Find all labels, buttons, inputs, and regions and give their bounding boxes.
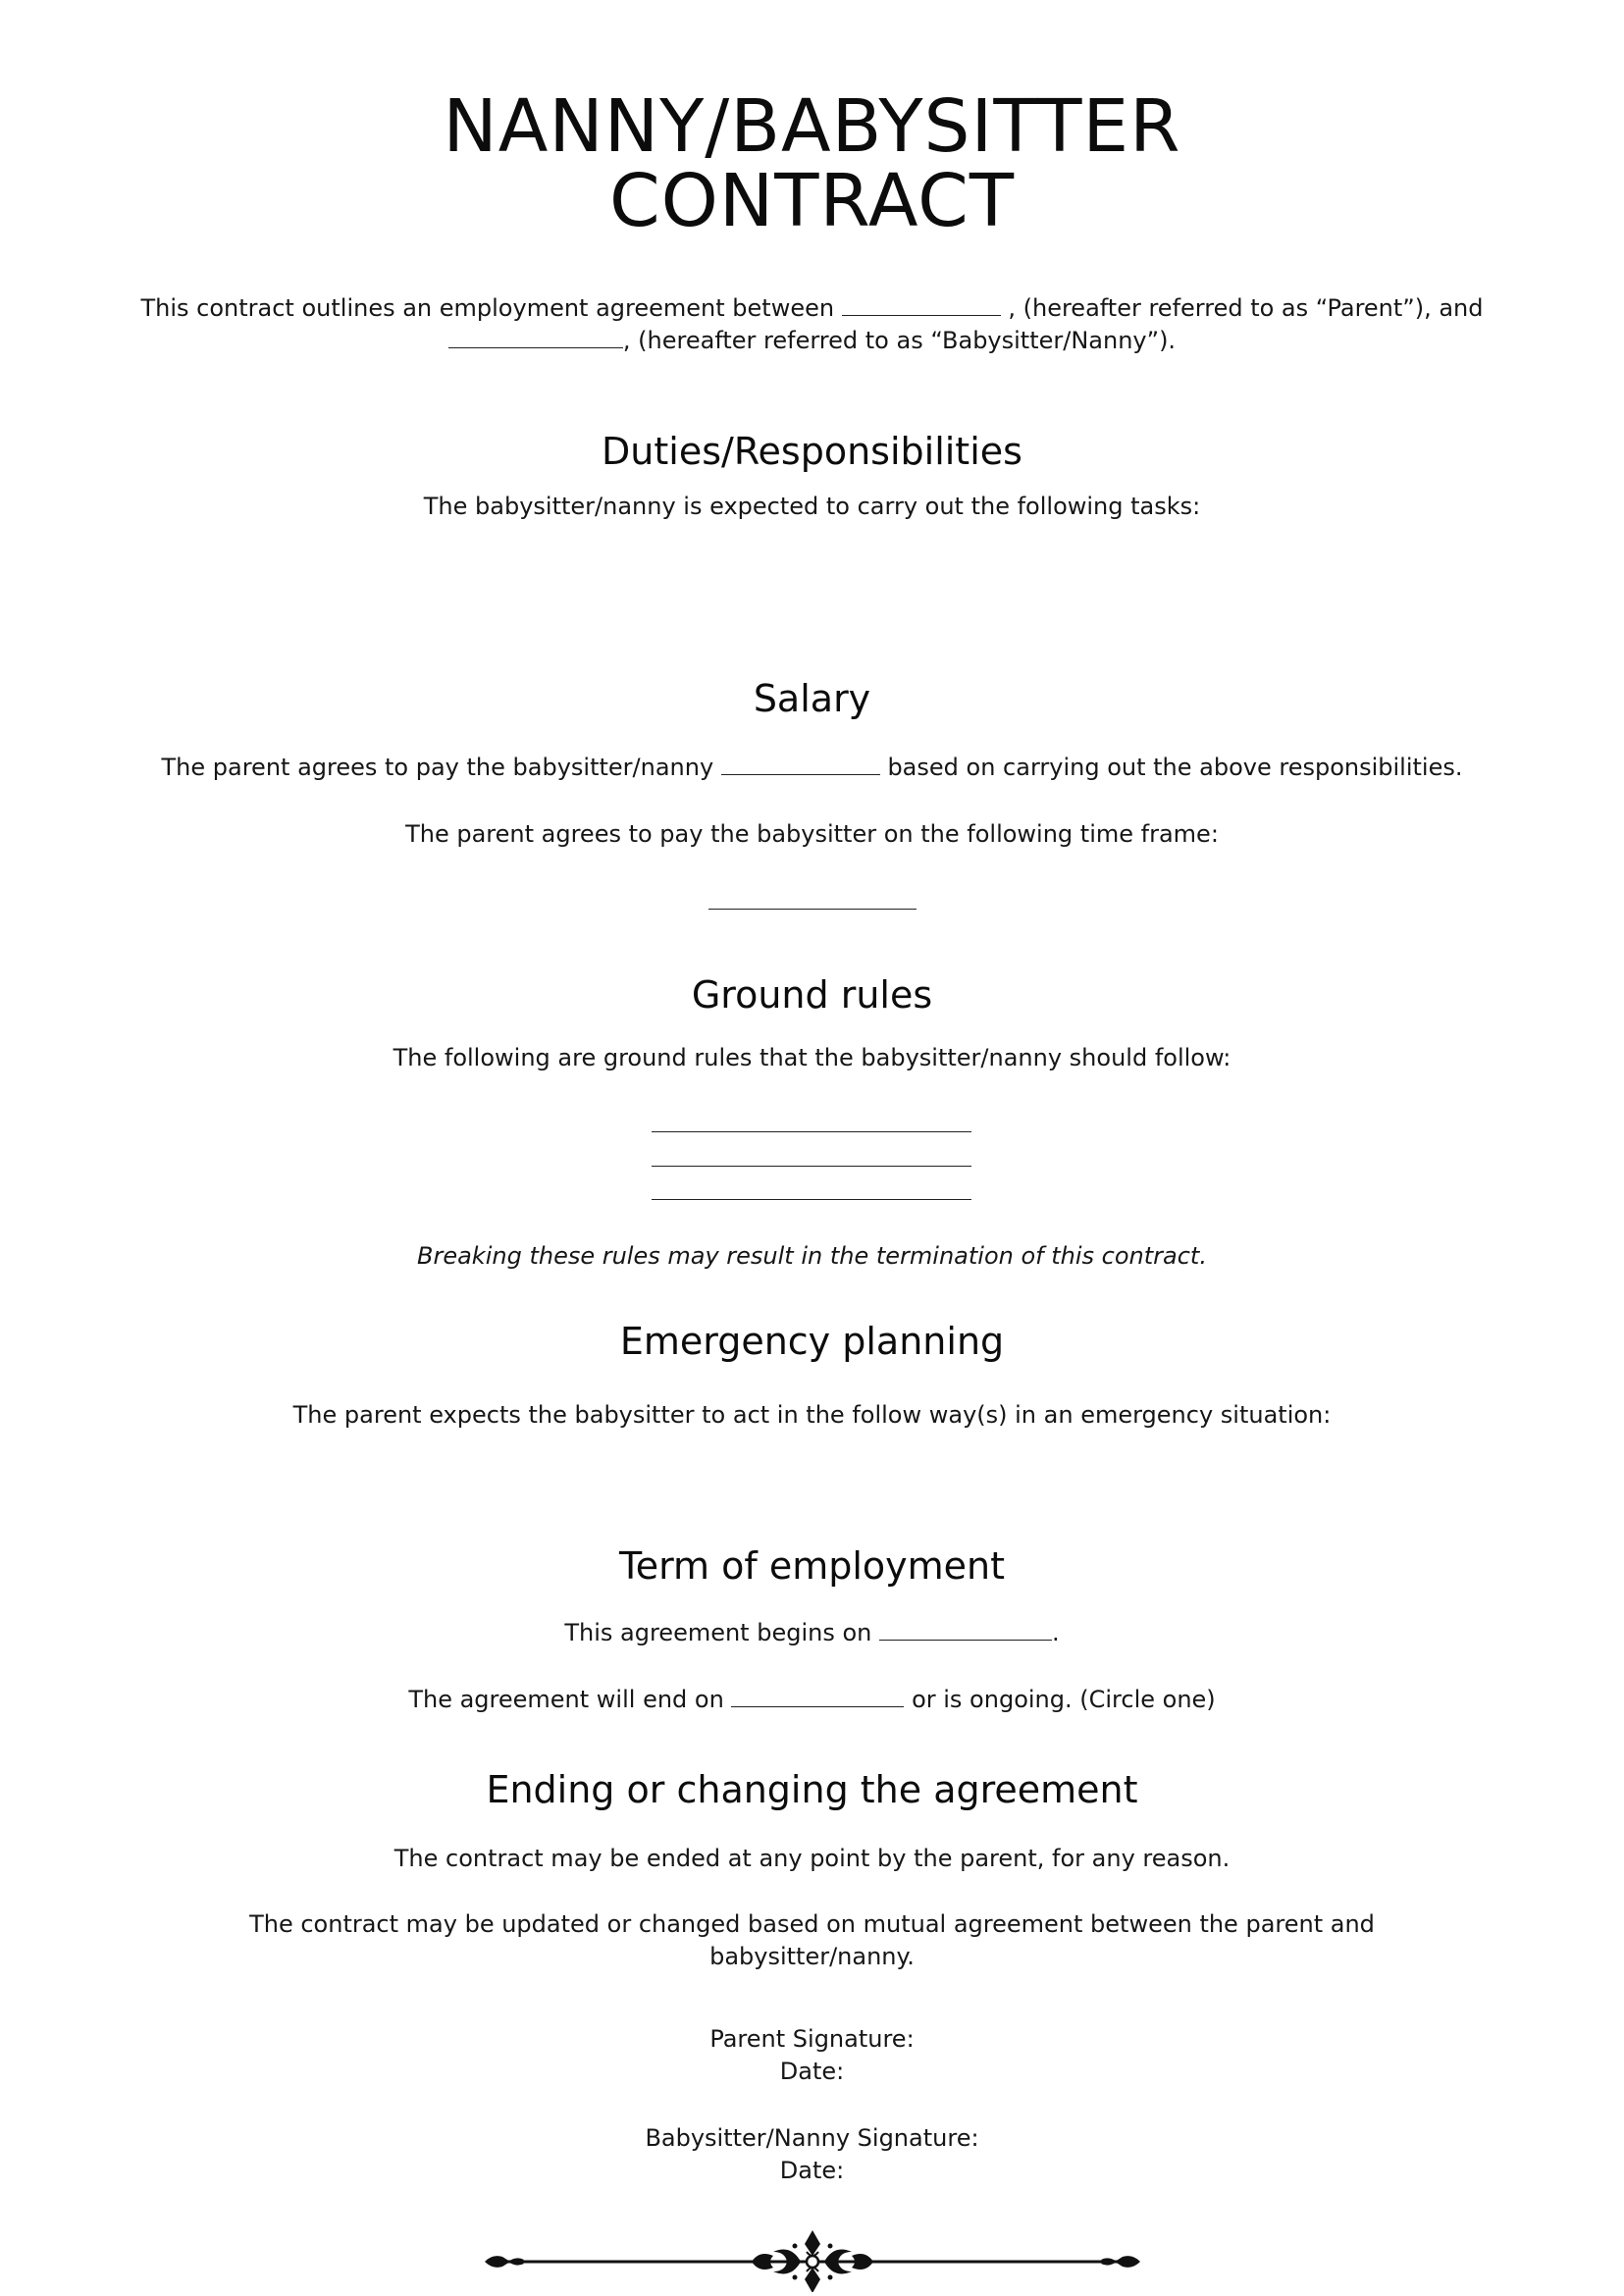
parent-signature-block bbox=[0, 2023, 1624, 2088]
end-date-blank[interactable] bbox=[731, 1685, 904, 1707]
intro-text-1: This contract outlines an employment agreement between bbox=[140, 294, 835, 322]
ground-rules-text: The following are ground rules that the babysitter/nanny should follow: bbox=[393, 1044, 1231, 1071]
intro-line-1 bbox=[0, 292, 1624, 325]
nanny-name-blank[interactable] bbox=[448, 326, 623, 348]
ending-heading: Ending or changing the agreement bbox=[486, 1768, 1138, 1811]
title-line-1: NANNY/BABYSITTER bbox=[443, 84, 1181, 169]
salary-text-2: The parent agrees to pay the babysitter on the following time frame: bbox=[405, 820, 1219, 848]
salary-amount-blank[interactable] bbox=[721, 753, 880, 775]
emergency-text: The parent expects the babysitter to act in the follow way(s) in an emergency situation: bbox=[292, 1401, 1332, 1429]
intro-text-2: , (hereafter referred to as “Parent”), and bbox=[1008, 294, 1484, 322]
salary-text-1b: based on carrying out the above responsibilities. bbox=[887, 754, 1463, 781]
term-end-suffix: or is ongoing. (Circle one) bbox=[912, 1686, 1216, 1713]
parent-date-label: Date: bbox=[779, 2058, 845, 2085]
term-heading: Term of employment bbox=[618, 1544, 1006, 1588]
term-end bbox=[0, 1684, 1624, 1716]
page-title bbox=[0, 84, 1624, 243]
nanny-signature-block bbox=[0, 2122, 1624, 2187]
parent-signature-label: Parent Signature: bbox=[709, 2025, 915, 2053]
intro-text-3: , (hereafter referred to as “Babysitter/Nanny”). bbox=[622, 327, 1177, 354]
ending-text-2 bbox=[0, 1908, 1624, 1973]
term-begin bbox=[0, 1617, 1624, 1649]
intro-line-2 bbox=[0, 325, 1624, 357]
ground-rules-note: Breaking these rules may result in the termination of this contract. bbox=[417, 1242, 1207, 1270]
salary-text-1a: The parent agrees to pay the babysitter/nanny bbox=[161, 754, 714, 781]
duties-heading: Duties/Responsibilities bbox=[602, 430, 1022, 473]
ground-rules-heading: Ground rules bbox=[691, 973, 933, 1017]
parent-name-blank[interactable] bbox=[842, 293, 1001, 316]
ornament-divider-icon bbox=[481, 2227, 1144, 2292]
salary-heading: Salary bbox=[753, 677, 871, 720]
title-line-2: CONTRACT bbox=[608, 159, 1016, 243]
ground-rule-blank-1[interactable] bbox=[652, 1131, 971, 1132]
nanny-date-label: Date: bbox=[779, 2157, 845, 2184]
duties-text: The babysitter/nanny is expected to carry out the following tasks: bbox=[423, 493, 1201, 520]
salary-timeframe-blank[interactable] bbox=[708, 909, 917, 910]
term-begin-text: This agreement begins on bbox=[564, 1619, 872, 1646]
ground-rule-blank-2[interactable] bbox=[652, 1166, 971, 1167]
intro-paragraph bbox=[0, 292, 1624, 357]
ending-text-1: The contract may be ended at any point by the parent, for any reason. bbox=[393, 1845, 1231, 1872]
start-date-blank[interactable] bbox=[879, 1618, 1052, 1641]
term-end-text: The agreement will end on bbox=[408, 1686, 724, 1713]
ground-rule-blank-3[interactable] bbox=[652, 1199, 971, 1200]
term-begin-period: . bbox=[1052, 1619, 1060, 1646]
ending-text-2-line-1: The contract may be updated or changed based on mutual agreement between the parent and bbox=[249, 1910, 1375, 1938]
nanny-signature-label: Babysitter/Nanny Signature: bbox=[645, 2124, 979, 2152]
salary-text-1 bbox=[0, 752, 1624, 784]
emergency-heading: Emergency planning bbox=[619, 1320, 1005, 1363]
ending-text-2-line-2: babysitter/nanny. bbox=[709, 1943, 915, 1970]
